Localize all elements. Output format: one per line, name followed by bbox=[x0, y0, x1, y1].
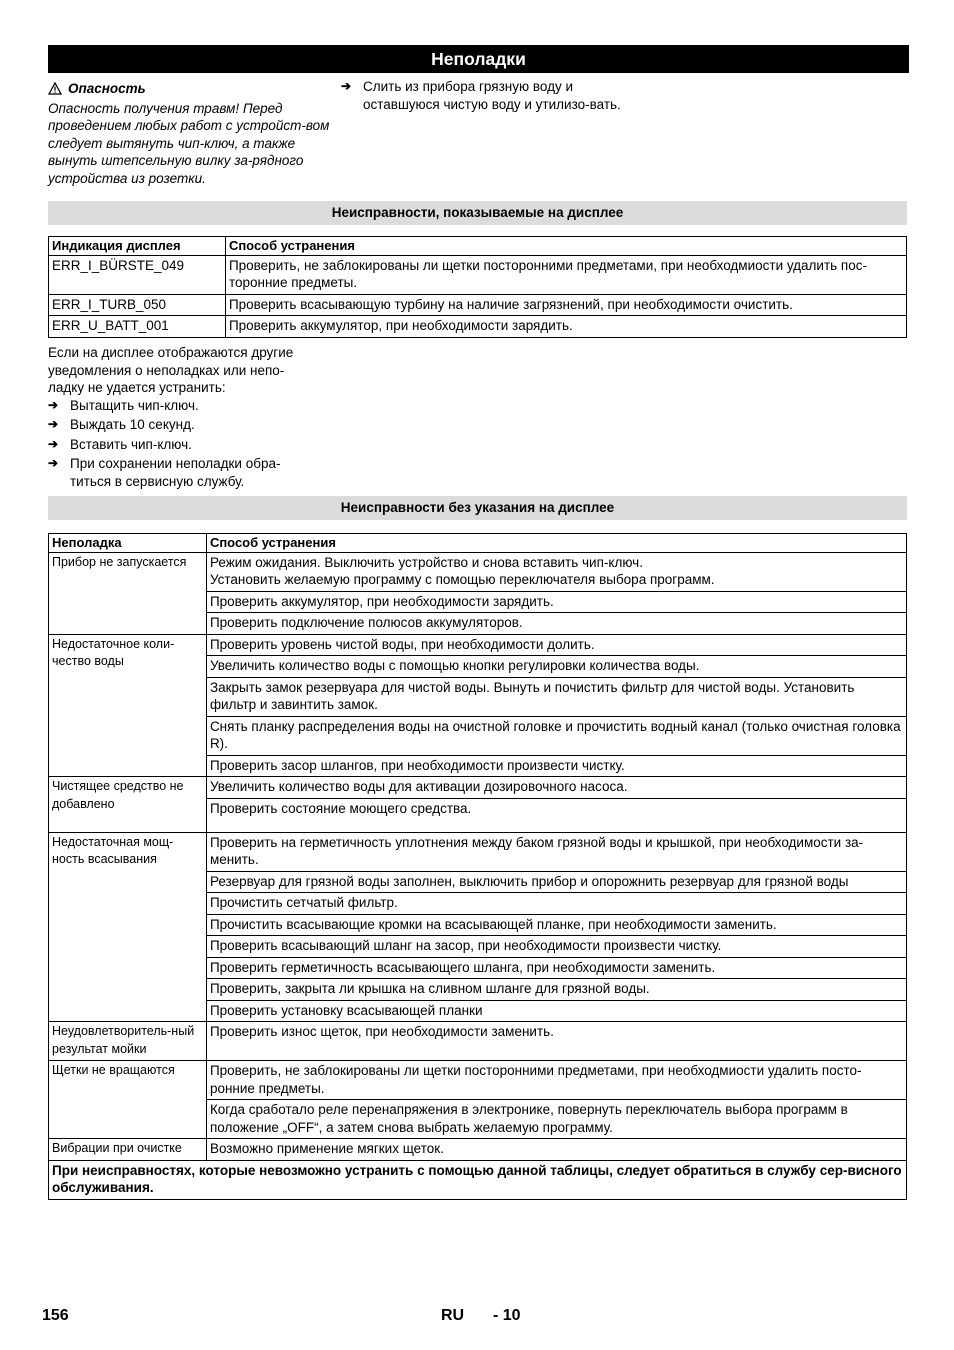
fault-cell: Недостаточное коли-чество воды bbox=[49, 634, 207, 777]
arrow-right-icon: ➔ bbox=[341, 79, 352, 93]
arrow-right-icon: ➔ bbox=[48, 397, 59, 412]
danger-notice bbox=[48, 80, 330, 187]
section-title-no-display-faults: Неисправности без указания на дисплее bbox=[48, 496, 907, 520]
table-row bbox=[49, 777, 907, 799]
service-note: При неисправностях, которые невозможно устранить с помощью данной таблицы, следует обратиться в службу сер-висного обслуживания. bbox=[49, 1160, 907, 1199]
table-row bbox=[49, 1022, 907, 1061]
remedy-cell: Проверить всасывающий шланг на засор, при необходимости произвести чистку. bbox=[206, 936, 906, 958]
table-row bbox=[49, 832, 907, 871]
danger-text: Опасность получения травм! Перед проведением любых работ с устройст-вом следует вытянуть чип-ключ, а также вынуть штепсельную вилку за-рядного устройства из розетки. bbox=[48, 100, 330, 186]
remedy: Проверить, не заблокированы ли щетки посторонними предметами, при необходмиости удалить пос-торонние предметы. bbox=[225, 255, 906, 294]
remedy-cell: Возможно применение мягких щеток. bbox=[206, 1139, 906, 1161]
danger-title: Опасность bbox=[68, 81, 146, 96]
fault-cell: Недостаточная мощ-ность всасывания bbox=[49, 832, 207, 1022]
display-faults-table bbox=[48, 236, 907, 338]
step-item: ➔ При сохранении неполадки обра-титься в сервисную службу. bbox=[48, 456, 281, 489]
remedy-cell: Проверить уровень чистой воды, при необходимости долить. bbox=[206, 634, 906, 656]
table-header-row bbox=[49, 534, 907, 553]
column-header: Способ устранения bbox=[225, 237, 906, 256]
arrow-right-icon: ➔ bbox=[48, 436, 59, 451]
remedy-cell: Проверить, закрыта ли крышка на сливном шланге для грязной воды. bbox=[206, 979, 906, 1001]
remedy-cell: Снять планку распределения воды на очистной головке и прочистить водный канал (только очистная головка R). bbox=[206, 716, 906, 755]
column-header: Способ устранения bbox=[206, 534, 906, 553]
remedy-cell: Проверить засор шлангов, при необходимости произвести чистку. bbox=[206, 755, 906, 777]
step-item: ➔ Выждать 10 секунд. bbox=[48, 417, 195, 432]
language-code: RU bbox=[441, 1307, 465, 1324]
table-row bbox=[49, 294, 907, 316]
remedy-cell: Проверить подключение полюсов аккумуляторов. bbox=[206, 613, 906, 635]
arrow-right-icon: ➔ bbox=[48, 456, 59, 470]
drain-instruction bbox=[341, 78, 621, 113]
remedy-cell: Проверить износ щеток, при необходимости заменить. bbox=[206, 1022, 906, 1061]
fault-cell: Щетки не вращаются bbox=[49, 1061, 207, 1139]
remedy-cell: Резервуар для грязной воды заполнен, выключить прибор и опорожнить резервуар для грязной воды bbox=[206, 871, 906, 893]
fault-cell: Прибор не запускается bbox=[49, 552, 207, 634]
remedy-cell: Проверить герметичность всасывающего шланга, при необходимости заменить. bbox=[206, 957, 906, 979]
remedy-cell: Увеличить количество воды для активации дозировочного насоса. bbox=[206, 777, 906, 799]
table-row bbox=[49, 255, 907, 294]
remedy: Проверить аккумулятор, при необходимости зарядить. bbox=[225, 316, 906, 338]
fault-cell: Неудовлетворитель-ный результат мойки bbox=[49, 1022, 207, 1061]
other-messages-text: Если на дисплее отображаются другие уведомления о неполадках или непо-ладку не удается устранить: bbox=[48, 345, 294, 395]
page-title: Неполадки bbox=[48, 45, 909, 73]
remedy-cell: Закрыть замок резервуара для чистой воды. Вынуть и почистить фильтр для чистой воды. Установить фильтр и завинтить замок. bbox=[206, 677, 906, 716]
table-row bbox=[49, 316, 907, 338]
remedy-cell: Проверить состояние моющего средства. bbox=[206, 798, 906, 832]
drain-instruction-text: Слить из прибора грязную воду и оставшуюся чистую воду и утилизо-вать. bbox=[363, 79, 621, 112]
column-header: Индикация дисплея bbox=[49, 237, 226, 256]
arrow-right-icon: ➔ bbox=[48, 417, 59, 431]
step-item: ➔ Вставить чип-ключ. bbox=[48, 436, 192, 452]
remedy-cell: Прочистить сетчатый фильтр. bbox=[206, 893, 906, 915]
table-row bbox=[49, 634, 907, 656]
section-title-display-faults: Неисправности, показываемые на дисплее bbox=[48, 201, 907, 225]
other-messages bbox=[48, 344, 318, 490]
remedy-cell: Проверить на герметичность уплотнения между баком грязной воды и крышкой, при необходимости за-менить. bbox=[206, 832, 906, 871]
fault-cell: Чистящее средство не добавлено bbox=[49, 777, 207, 833]
remedy-cell: Режим ожидания. Выключить устройство и снова вставить чип-ключ. Установить желаемую программу с помощью переключателя выбора программ. bbox=[206, 552, 906, 591]
error-code: ERR_I_BÜRSTE_049 bbox=[49, 255, 226, 294]
step-item: ➔ Вытащить чип-ключ. bbox=[48, 397, 199, 413]
table-row bbox=[49, 1061, 907, 1100]
table-row bbox=[49, 1160, 907, 1199]
section-page: - 10 bbox=[493, 1307, 521, 1324]
remedy-cell: Проверить аккумулятор, при необходимости зарядить. bbox=[206, 591, 906, 613]
fault-cell: Вибрации при очистке bbox=[49, 1139, 207, 1161]
remedy-cell: Когда сработало реле перенапряжения в электронике, повернуть переключатель выбора программ в положение „OFF“, а затем снова выбрать желаемую программу. bbox=[206, 1100, 906, 1139]
table-header-row bbox=[49, 237, 907, 256]
remedy-cell: Увеличить количество воды с помощью кнопки регулировки количества воды. bbox=[206, 656, 906, 678]
remedy: Проверить всасывающую турбину на наличие загрязнений, при необходимости очистить. bbox=[225, 294, 906, 316]
warning-triangle-icon bbox=[48, 82, 62, 95]
remedy-cell: Проверить установку всасывающей планки bbox=[206, 1000, 906, 1022]
page-number: 156 bbox=[42, 1307, 69, 1324]
error-code: ERR_I_TURB_050 bbox=[49, 294, 226, 316]
remedy-cell: Проверить, не заблокированы ли щетки посторонними предметами, при необходмиости удалить посто-ронние предметы. bbox=[206, 1061, 906, 1100]
column-header: Неполадка bbox=[49, 534, 207, 553]
table-row bbox=[49, 1139, 907, 1161]
no-display-faults-table bbox=[48, 533, 907, 1200]
remedy-cell: Прочистить всасывающие кромки на всасывающей планке, при необходимости заменить. bbox=[206, 914, 906, 936]
error-code: ERR_U_BATT_001 bbox=[49, 316, 226, 338]
table-row bbox=[49, 552, 907, 591]
